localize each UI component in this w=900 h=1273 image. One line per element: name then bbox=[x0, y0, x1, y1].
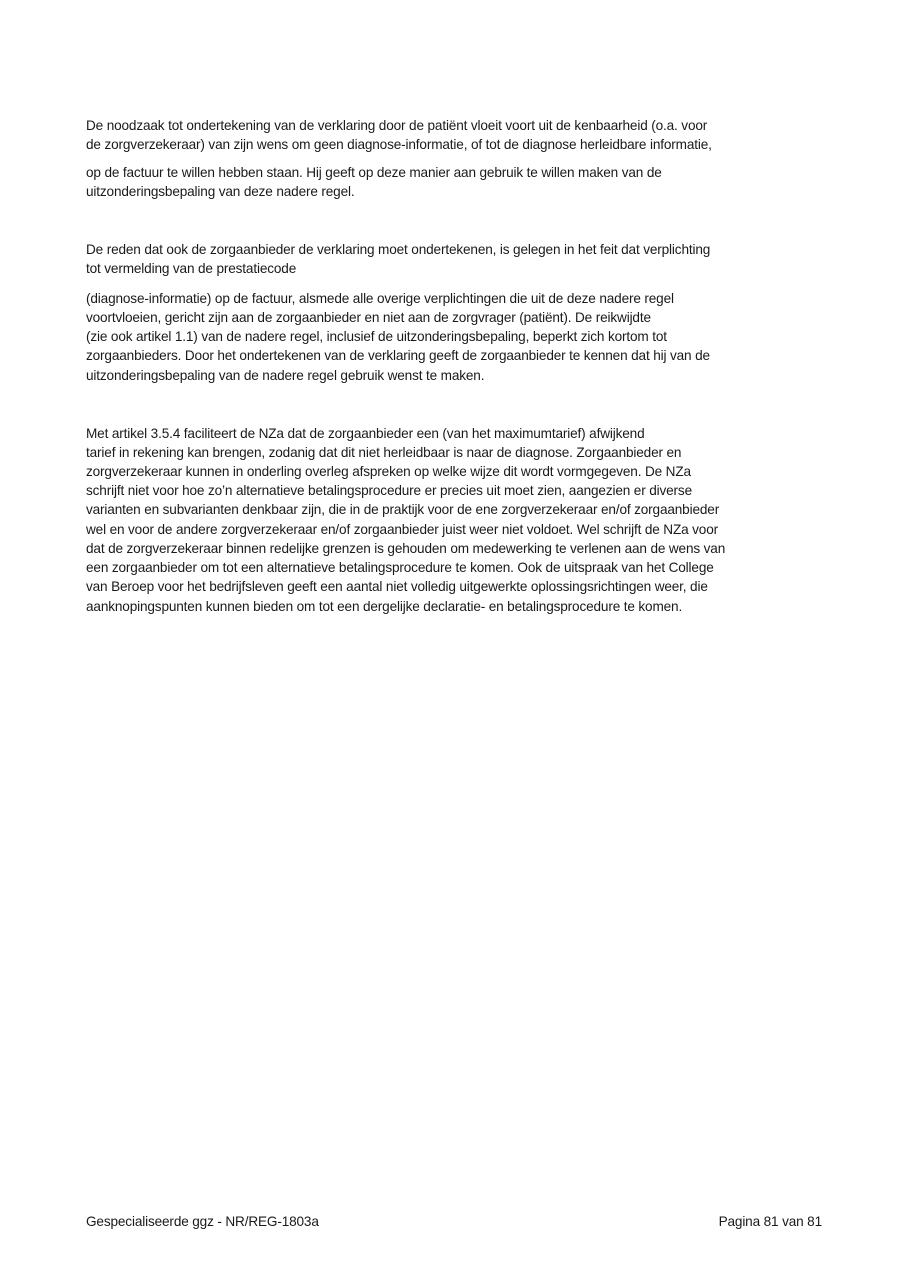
paragraph-5-line-2: tarief in rekening kan brengen, zodanig dat dit niet herleidbaar is naar de diagnose. Zorgaanbieder en bbox=[86, 445, 682, 460]
paragraph-4-line-1: (diagnose-informatie) op de factuur, alsmede alle overige verplichtingen die uit de deze nadere regel bbox=[86, 291, 674, 306]
paragraph-4-line-3: (zie ook artikel 1.1) van de nadere regel, inclusief de uitzonderingsbepaling, beperkt zich kortom tot bbox=[86, 329, 667, 344]
paragraph-5-line-7: dat de zorgverzekeraar binnen redelijke grenzen is gehouden om medewerking te verlenen aan de wens van bbox=[86, 541, 726, 556]
paragraph-5-line-5: varianten en subvarianten denkbaar zijn, die in de praktijk voor de ene zorgverzekeraar en/of zorgaanbieder bbox=[86, 502, 720, 517]
footer-page-number: Pagina 81 van 81 bbox=[718, 1214, 822, 1229]
paragraph-2-line-2: uitzonderingsbepaling van deze nadere regel. bbox=[86, 184, 355, 199]
paragraph-4-line-2: voortvloeien, gericht zijn aan de zorgaanbieder en niet aan de zorgvrager (patiënt). De reikwijdte bbox=[86, 310, 651, 325]
paragraph-5-line-4: schrijft niet voor hoe zo’n alternatieve betalingsprocedure er precies uit moet zien, aangezien er diverse bbox=[86, 483, 692, 498]
paragraph-3-line-2: tot vermelding van de prestatiecode bbox=[86, 261, 297, 276]
paragraph-5-line-1: Met artikel 3.5.4 faciliteert de NZa dat de zorgaanbieder een (van het maximumtarief) afwijkend bbox=[86, 426, 645, 441]
paragraph-2-line-1: op de factuur te willen hebben staan. Hij geeft op deze manier aan gebruik te willen maken van de bbox=[86, 165, 662, 180]
paragraph-3-line-1: De reden dat ook de zorgaanbieder de verklaring moet ondertekenen, is gelegen in het feit dat verplichting bbox=[86, 242, 711, 257]
paragraph-5-line-9: van Beroep voor het bedrijfsleven geeft een aantal niet volledig uitgewerkte oplossingsrichtingen weer, die bbox=[86, 579, 708, 594]
footer-document-id: Gespecialiseerde ggz - NR/REG-1803a bbox=[86, 1214, 319, 1229]
paragraph-5-line-6: wel en voor de andere zorgverzekeraar en/of zorgaanbieder juist weer niet voldoet. Wel schrijft de NZa voor bbox=[86, 522, 719, 537]
paragraph-1-line-1: De noodzaak tot ondertekening van de verklaring door de patiënt vloeit voort uit de kenbaarheid (o.a. voor bbox=[86, 118, 708, 133]
paragraph-4-line-4: zorgaanbieders. Door het ondertekenen van de verklaring geeft de zorgaanbieder te kennen dat hij van de bbox=[86, 348, 710, 363]
paragraph-5-line-10: aanknopingspunten kunnen bieden om tot een dergelijke declaratie- en betalingsprocedure te komen. bbox=[86, 599, 683, 614]
paragraph-5-line-8: een zorgaanbieder om tot een alternatieve betalingsprocedure te komen. Ook de uitspraak van het College bbox=[86, 560, 714, 575]
paragraph-1-line-2: de zorgverzekeraar) van zijn wens om geen diagnose-informatie, of tot de diagnose herleidbare informatie, bbox=[86, 137, 712, 152]
paragraph-5-line-3: zorgverzekeraar kunnen in onderling overleg afspreken op welke wijze dit wordt vormgegeven. De NZa bbox=[86, 464, 691, 479]
paragraph-4-line-5: uitzonderingsbepaling van de nadere regel gebruik wenst te maken. bbox=[86, 368, 485, 383]
